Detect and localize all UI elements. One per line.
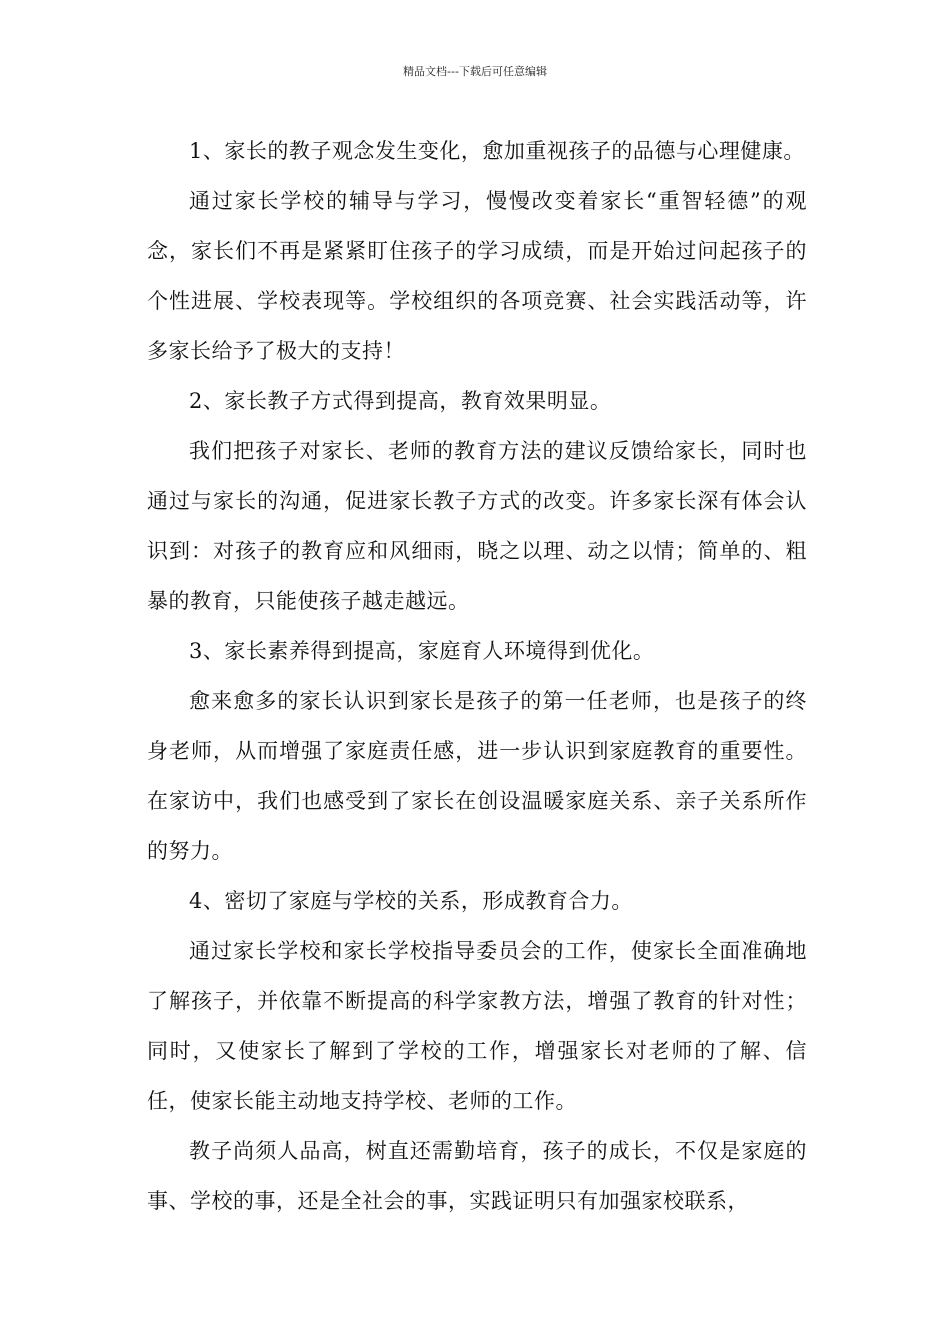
paragraph-3: 2、家长教子方式得到提高，教育效果明显。 xyxy=(189,389,612,413)
paragraph-2: 通过家长学校的辅导与学习，慢慢改变着家长“重智轻德”的观念，家长们不再是紧紧盯住孩子的学习成绩，而是开始过问起孩子的个性进展、学校表现等。学校组织的各项竞赛、社会实践活动等，许多家长给予了极大的支持！ xyxy=(147,189,807,363)
page-header: 精品文档---下载后可任意编辑 xyxy=(403,65,547,78)
paragraph-7: 4、密切了家庭与学校的关系，形成教育合力。 xyxy=(189,889,633,913)
document-body xyxy=(147,126,807,1226)
paragraph-4: 我们把孩子对家长、老师的教育方法的建议反馈给家长，同时也通过与家长的沟通，促进家长教子方式的改变。许多家长深有体会认识到：对孩子的教育应和风细雨，晓之以理、动之以情；简单的、粗暴的教育，只能使孩子越走越远。 xyxy=(147,439,807,613)
paragraph-9: 教子尚须人品高，树直还需勤培育，孩子的成长，不仅是家庭的事、学校的事，还是全社会的事，实践证明只有加强家校联系， xyxy=(147,1139,807,1213)
paragraph-5: 3、家长素养得到提高，家庭育人环境得到优化。 xyxy=(189,639,655,663)
paragraph-1: 1、家长的教子观念发生变化，愈加重视孩子的品德与心理健康。 xyxy=(189,139,805,163)
paragraph-8: 通过家长学校和家长学校指导委员会的工作，使家长全面准确地了解孩子，并依靠不断提高的科学家教方法，增强了教育的针对性；同时，又使家长了解到了学校的工作，增强家长对老师的了解、信任，使家长能主动地支持学校、老师的工作。 xyxy=(147,939,807,1113)
paragraph-6: 愈来愈多的家长认识到家长是孩子的第一任老师，也是孩子的终身老师，从而增强了家庭责任感，进一步认识到家庭教育的重要性。在家访中，我们也感受到了家长在创设温暖家庭关系、亲子关系所作的努力。 xyxy=(147,689,807,863)
